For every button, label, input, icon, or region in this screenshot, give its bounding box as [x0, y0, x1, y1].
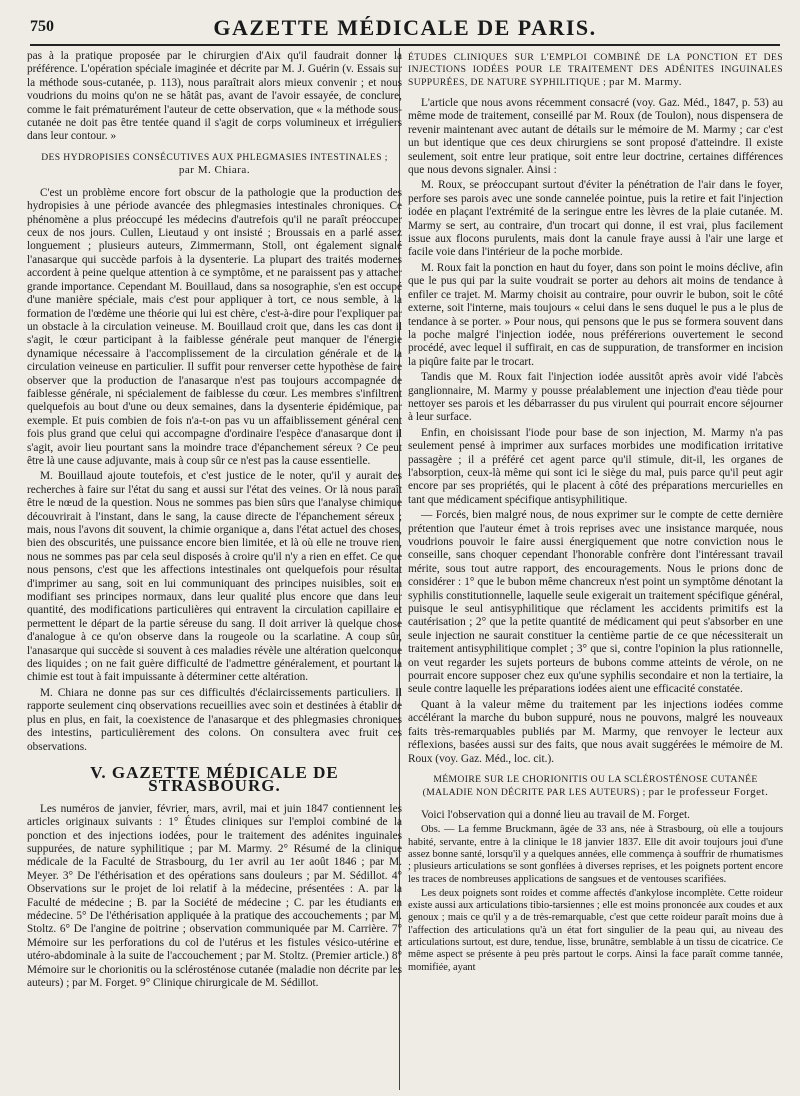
paragraph: M. Roux fait la ponction en haut du foyer, dans son point le moins déclive, afin que le pus qui par la suite voudrait se porter au dehors ait moins de tendance à enfiler ce trajet. M. Marmy choisit au contraire, pour ouvrir le bubon, soit le côté externe, soit l'interne, mais toujours « celui dans le sens duquel le pus a le plus de tendance à se porter. » Pour nous, qui pensons que le pus se formera souvent dans la poche malgré l'injection iodée, nous préférerions ouvertement le second procédé, avec lequel il suffirait, en cas de suppuration, de transformer en incision la piqûre faite par le trocart.	[408, 261, 783, 368]
paragraph: Les numéros de janvier, février, mars, avril, mai et juin 1847 contiennent les articles originaux suivants : 1° Études cliniques sur l'emploi combiné de la ponction et des injections iodées, pour le traitement des adénites inguinales suppurées, de nature syphilitique ; par M. Marmy. 2° Résumé de la clinique médicale de la Faculté de Strasbourg, du 1er avril au 1er août 1846 ; par M. Meyer. 3° De l'éthérisation et des opérations sans douleurs ; par M. Sédillot. 4° Observations sur le projet de loi relatif à la médecine, présentées : A. par la Faculté de médecine ; B. par la Société de médecine ; C. par les étudiants en médecine. 5° De l'éthérisation appliquée à la pratique des accouchements ; par M. Stoltz. 6° De l'angine de poitrine ; observation communiquée par M. Carrière. 7° Mémoire sur les perforations du col de l'utérus et les fistules vésico-utérine et utéro-abdominale à la suite de l'accouchement ; par M. Stoltz. (Premier article.) 8° Mémoire sur le chorionitis ou la sclérosténose cutanée (maladie non décrite par les auteurs) ; par M. Forget. 9° Clinique chirurgicale de M. Sédillot.	[27, 802, 402, 989]
page-header	[30, 14, 780, 46]
article-title-marmy	[408, 52, 783, 89]
article-title-forget	[414, 774, 777, 799]
paragraph: Tandis que M. Roux fait l'injection iodée aussitôt après avoir vidé l'abcès ganglionnaire, M. Marmy y pousse préalablement une injection d'eau tiède pour nettoyer ses parois et les débarrasser du pus virulent qui pourrait encore séjourner à leur surface.	[408, 371, 783, 424]
paragraph: Voici l'observation qui a donné lieu au travail de M. Forget.	[421, 808, 690, 821]
left-column	[27, 50, 402, 1090]
article-title-hydropisies	[33, 152, 396, 177]
paragraph: M. Bouillaud ajoute toutefois, et c'est justice de le noter, qu'il y aurait des recherches à faire sur l'état du sang et aussi sur l'état des veines. Or là nous paraît être le nœud de la question. Nous ne sommes pas bien sûrs que l'analyse chimique découvrirait à l'instant, dans le sang, la cause directe de l'épanchement séreux ; mais, nous l'avons dit souvent, la chimie organique a, dans l'état actuel des choses, bien des obscurités, une puissance encore bien limitée, et là où elle ne trouve rien, nous ne sommes pas par cela seul disposés à croire qu'il n'y a rien en effet. Ce que nous pensons, c'est que les affections intestinales ont quelquefois pour résultat d'imprimer au sang, soit en lui communiquant des principes nuisibles, soit en modifiant ses principes normaux, dans leur qualité plus encore que dans leur quantité, des modifications particulières qui entravent la circulation capillaire et permettent le départ de la partie séreuse du sang. Il doit arriver là quelque chose d'analogue à ce qu'on observe dans la rougeole ou la scarlatine. A coup sûr, l'anasarque qui succède si souvent à ces maladies révèle une altération quelconque des liquides ; on ne fait guère difficulté de l'admettre généralement, et pourtant la chimie est tout à fait impuissante à déterminer cette altération.	[27, 470, 402, 684]
paragraph: C'est un problème encore fort obscur de la pathologie que la production des hydropisies à une période avancée des phlegmasies intestinales chroniques. Ce phénomène a plus préoccupé les médecins d'autrefois qu'il ne paraît préoccuper ceux de nos jours. Cullen, Lieutaud y ont insisté ; Broussais en a parlé assez longuement ; plusieurs auteurs, Zimmermann, Stoll, ont également signalé l'anasarque qui succède parfois à la dysenterie. La plupart des traités modernes accordent à peine quelque attention à ce symptôme, et ne paraissent pas y attacher grande importance. Cependant M. Bouillaud, dans sa nosographie, s'en est occupé d'une manière spéciale, mais c'est pour appliquer à tort, ce nous semble, à la formation de l'œdème une théorie qui lui est chère, c'est-à-dire pour l'expliquer par un obstacle à la circulation veineuse. M. Bouillaud croit que, dans les cas dont il s'agit, le cœur participant à la faiblesse générale peut manquer de l'énergie dynamique nécessaire à l'accomplissement de la circulation générale et de la circulation veineuse en particulier. Il suffit pour renverser cette hypothèse de faire observer que la production de l'anasarque n'est pas toujours accompagnée de faiblesse générale, ni spécialement de faiblesse du cœur. Les membres s'infiltrent quelquefois au bout d'une ou deux semaines, dans la dysenterie épidémique, par exemple. Et puis combien de fois n'a-t-on pas vu un affaiblissement général cent fois plus grand que celui qui accompagne d'ordinaire l'espèce d'anasarque dont il s'agit, avoir lieu pourtant sans la moindre trace d'épanchement séreux ? Ce peut être là une cause adjuvante, mais à coup sûr ce n'est pas la cause essentielle.	[27, 186, 402, 467]
paragraph: pas à la pratique proposée par le chirurgien d'Aix qu'il faudrait donner la préférence. L'opération spéciale imaginée et décrite par M. J. Guérin (v. Essais sur la méthode sous-cutanée, p. 113), nous paraîtrait alors mieux convenir ; et nous voudrions du moins qu'on ne se hâtât pas, avant de l'avoir essayée, de conclure, comme le fait prématurément l'auteur de cette observation, que « la méthode sous-cutanée ne doit pas être tentée quand il s'agit de corps volumineux et irréguliers dans leur contour. »	[27, 50, 402, 143]
paragraph: Obs. — La femme Bruckmann, âgée de 33 ans, née à Strasbourg, où elle a toujours habité, servante, entre à la clinique le 18 janvier 1837. Elle dit avoir toujours joui d'une assez bonne santé, lorsqu'il y a quelques années, elle commença à souffrir de rhumatismes ; plusieurs articulations se sont gonflées à diverses reprises, et les poignets portent encore les traces de nombreuses applications de sangsues et de ventouses scarifiées.	[408, 824, 783, 885]
paragraph: Enfin, en choisissant l'iode pour base de son injection, M. Marmy n'a pas seulement pensé à imprimer aux surfaces morbides une modification irritative passagère ; il a préféré cet agent parce qu'il stimule, dit-il, les organes de l'absorption, ceux-là même qui sont ici le siège du mal, puis parce qu'il peut agir encore par ses propriétés, qui le placent à côté des préparations mercurielles en tant que médicament spécifique antisyphilitique.	[408, 426, 783, 506]
paragraph: — Forcés, bien malgré nous, de nous exprimer sur le compte de cette dernière prétention que l'auteur émet à trois reprises avec une insistance marquée, nous voudrions pouvoir le faire aussi énergiquement que notre conviction nous le conseille, sans choquer cependant l'honorable confrère dont l'intéressant travail mérite, sous tout autre rapport, des encouragements. Nous le prions donc de considérer : 1° que le bubon même chancreux n'est point un symptôme dénotant la syphilis constitutionnelle, laquelle seule exigerait un traitement spécifique général, puisque le seul antisyphilitique que réclament les accidents primitifs est la cautérisation ; 2° que la petite quantité de médicament qui peut s'absorber en une seule injection ne saurait constituer la centième partie de ce que nécessiterait un traitement antisyphilitique complet ; 3° que si, contre l'opinion la plus rationnelle, on veut regarder les sujets porteurs de bubons comme atteints de vérole, on ne pourrait encore supposer chez eux qu'une syphilis secondaire et non la tertiaire, la seule contre laquelle les préparations iodées aient une efficacité constatée.	[408, 509, 783, 696]
article-byline: par M. Marmy.	[608, 76, 682, 88]
paragraph: L'article que nous avons récemment consacré (voy. Gaz. Méd., 1847, p. 53) au même mode de traitement, conseillé par M. Roux (de Toulon), nous dispensera de revenir maintenant avec autant de détails sur le mémoire de M. Marmy ; car c'est un but identique que ces deux chirurgiens se sont proposé d'atteindre. Il existe seulement, soit entre leur pratique, soit entre leur doctrine, certaines différences que nous devons signaler. Ainsi :	[408, 97, 783, 177]
right-column	[408, 50, 783, 1090]
paragraph: Quant à la valeur même du traitement par les injections iodées comme accélérant la marche du bubon suppuré, nous ne pouvons, malgré les nouveaux faits très-remarquables publiés par M. Marmy, que renvoyer le lecteur aux réflexions, basées aussi sur des faits, que nous avait suggérées le mémoire de M. Roux (voy. Gaz. Méd., loc. cit.).	[408, 698, 783, 765]
section-heading-strasbourg: V. GAZETTE MÉDICALE DE STRASBOURG.	[90, 762, 339, 796]
paragraph: Les deux poignets sont roides et comme affectés d'ankylose incomplète. Cette roideur existe aussi aux articulations tibio-tarsiennes ; elle est moins prononcée aux coudes et aux genoux ; mais ce qu'il y a de très-remarquable, c'est que cette roideur paraît moins due à l'affection des articulations qu'à un état fort singulier de la peau qui, au niveau des articulations surtout, est dure, tendue, lisse, brunâtre, semblable à un tissu de cicatrice. Ce même aspect se présente à peu près partout le corps. Ainsi la face paraît comme tannée, momifiée, ayant	[408, 887, 783, 973]
article-title-text: MÉMOIRE SUR LE CHORIONITIS OU LA SCLÉROSTÉNOSE CUTANÉE (MALADIE NON DÉCRITE PAR LES AUTEURS) ;	[422, 773, 758, 798]
article-title-text: DES HYDROPISIES CONSÉCUTIVES AUX PHLEGMASIES INTESTINALES ;	[41, 151, 388, 163]
article-title-text: ÉTUDES CLINIQUES SUR L'EMPLOI COMBINÉ DE LA PONCTION ET DES INJECTIONS IODÉES POUR LE TRAITEMENT DES ADÉNITES INGUINALES SUPPURÉES, DE NATURE SYPHILITIQUE ;	[408, 52, 783, 88]
paragraph: M. Roux, se préoccupant surtout d'éviter la pénétration de l'air dans le foyer, perfore ses parois avec une sonde cannelée pointue, puis la retire et fait l'injection iodée en plaçant l'extrémité de la seringue entre les lèvres de la plaie cutanée. M. Marmy se sert, au contraire, d'un trocart qui donne, il est vrai, plus facilement issue aux flocons purulents, mais dont la canule fraye aussi à l'air une large et facile voie dans l'intérieur de la poche morbide.	[408, 179, 783, 259]
page-number: 750	[30, 18, 54, 35]
running-title: GAZETTE MÉDICALE DE PARIS.	[213, 15, 597, 40]
paragraph: M. Chiara ne donne pas sur ces difficultés d'éclaircissements particuliers. Il rapporte seulement cinq observations recueillies avec soin et destinées à établir de plus en plus, en fait, la coexistence de l'anasarque et des phlegmasies chroniques des intestins, particulièrement des colons. On consultera avec fruit ces observations.	[27, 686, 402, 753]
article-byline: par M. Chiara.	[178, 163, 251, 176]
article-byline: par le professeur Forget.	[648, 785, 769, 798]
